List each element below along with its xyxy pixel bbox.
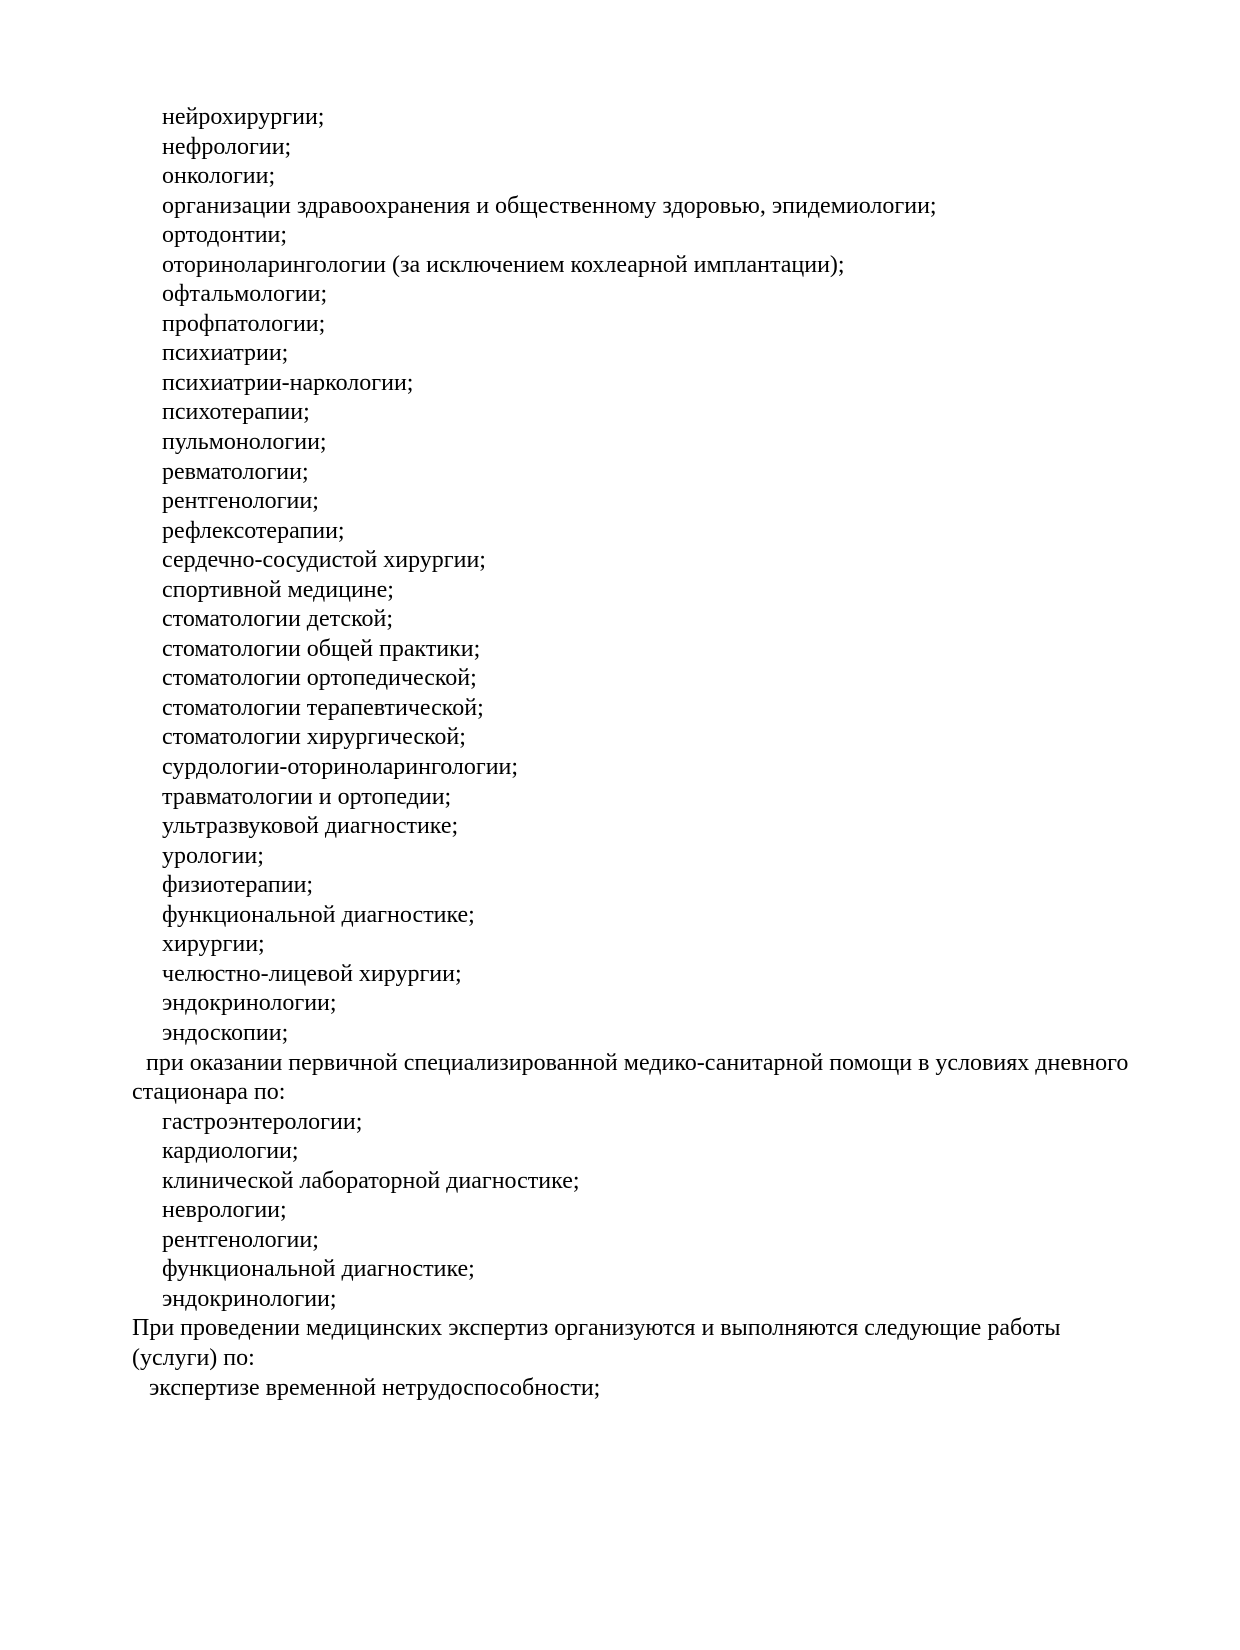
specialty-item: сердечно-сосудистой хирургии; <box>162 547 486 574</box>
specialty-item: функциональной диагностике; <box>162 1256 475 1283</box>
specialty-item: профпатологии; <box>162 310 326 337</box>
specialty-item: эндокринологии; <box>162 990 337 1017</box>
expertise-paragraph-line: При проведении медицинских экспертиз организуются и выполняются следующие работы <box>132 1315 1061 1342</box>
specialty-item: стоматологии общей практики; <box>162 635 481 662</box>
specialty-item: клинической лабораторной диагностике; <box>162 1167 580 1194</box>
specialty-item: рентгенологии; <box>162 1226 319 1253</box>
expertise-paragraph-line: (услуги) по: <box>132 1344 255 1371</box>
specialty-item: пульмонологии; <box>162 429 327 456</box>
specialty-item: офтальмологии; <box>162 281 328 308</box>
specialty-item: стоматологии терапевтической; <box>162 694 484 721</box>
specialty-item: сурдологии-оториноларингологии; <box>162 754 519 781</box>
expertise-item: экспертизе временной нетрудоспособности; <box>149 1374 601 1401</box>
specialty-item: челюстно-лицевой хирургии; <box>162 960 462 987</box>
specialty-item: организации здравоохранения и общественному здоровью, эпидемиологии; <box>162 192 937 219</box>
specialty-item: спортивной медицине; <box>162 576 394 603</box>
specialty-item: психиатрии-наркологии; <box>162 369 414 396</box>
specialty-item: ревматологии; <box>162 458 309 485</box>
specialty-item: урологии; <box>162 842 264 869</box>
specialty-item: ультразвуковой диагностике; <box>162 813 459 840</box>
specialty-item: хирургии; <box>162 931 265 958</box>
specialty-item: нейрохирургии; <box>162 104 325 130</box>
specialty-item: стоматологии ортопедической; <box>162 665 477 692</box>
specialty-item: неврологии; <box>162 1197 287 1224</box>
specialty-item: гастроэнтерологии; <box>162 1108 363 1135</box>
specialty-item: эндоскопии; <box>162 1019 289 1046</box>
specialty-item: функциональной диагностике; <box>162 901 475 928</box>
day-hospital-paragraph-line: при оказании первичной специализированной медико-санитарной помощи в условиях дневного <box>146 1049 1129 1076</box>
specialty-item: стоматологии детской; <box>162 606 394 633</box>
day-hospital-paragraph-line: стационара по: <box>132 1079 286 1106</box>
specialty-item: ортодонтии; <box>162 222 288 249</box>
license-specialties-text <box>132 103 1129 1403</box>
specialty-item: стоматологии хирургической; <box>162 724 466 751</box>
specialty-item: психотерапии; <box>162 399 310 426</box>
specialty-item: рентгенологии; <box>162 488 319 515</box>
specialty-item: оториноларингологии (за исключением кохлеарной имплантации); <box>162 251 845 278</box>
specialty-item: травматологии и ортопедии; <box>162 783 452 810</box>
specialty-item: онкологии; <box>162 163 276 190</box>
specialty-item: рефлексотерапии; <box>162 517 345 544</box>
specialty-item: нефрологии; <box>162 133 292 160</box>
specialty-item: физиотерапии; <box>162 872 314 899</box>
specialty-item: психиатрии; <box>162 340 289 367</box>
specialty-item: эндокринологии; <box>162 1285 337 1312</box>
specialty-item: кардиологии; <box>162 1138 299 1165</box>
